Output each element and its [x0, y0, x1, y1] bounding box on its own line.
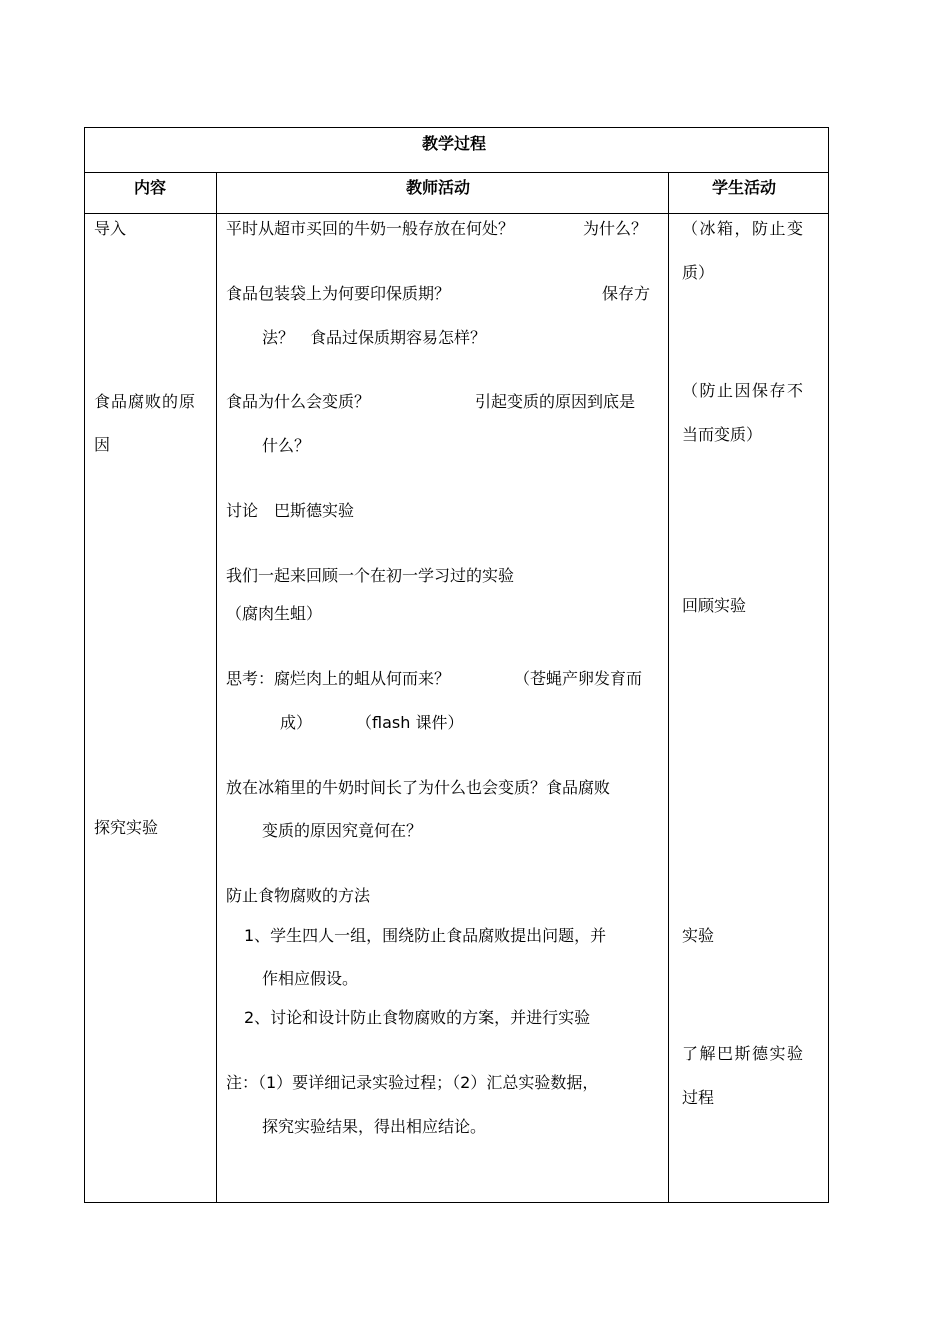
student-s1-a: （冰箱，防止变 [682, 219, 805, 238]
content-intro: 导入 [94, 219, 127, 238]
student-s2-b: 当而变质） [682, 425, 763, 444]
header-student: 学生活动 [712, 178, 777, 197]
teacher-think-b: （苍蝇产卵发育而 [514, 669, 643, 688]
student-s4: 实验 [682, 926, 715, 945]
content-explore: 探究实验 [94, 818, 159, 837]
teacher-review-b: （腐肉生蛆） [226, 604, 323, 623]
teacher-think-a: 思考：腐烂肉上的蛆从何而来？ [226, 669, 451, 688]
student-s1-b: 质） [682, 263, 715, 282]
teacher-note-b: 探究实验结果，得出相应结论。 [262, 1117, 487, 1136]
teacher-q3-c: 什么？ [262, 436, 311, 455]
teacher-q2-b: 保存方 [602, 284, 651, 303]
teacher-step1-a: 1、学生四人一组，围绕防止食品腐败提出问题，并 [244, 926, 607, 945]
teacher-milk-a: 放在冰箱里的牛奶时间长了为什么也会变质？食品腐败 [226, 778, 611, 797]
content-cause-line1: 食品腐败的原 [94, 392, 197, 411]
col-divider-1 [216, 172, 217, 1203]
teacher-step1-b: 作相应假设。 [262, 969, 359, 988]
row-divider-header [84, 213, 829, 214]
teacher-method: 防止食物腐败的方法 [226, 886, 371, 905]
student-s3: 回顾实验 [682, 596, 747, 615]
teacher-note-a: 注：（1）要详细记录实验过程；（2）汇总实验数据， [226, 1073, 599, 1092]
teacher-think-c: 成） [280, 713, 313, 732]
teacher-review-a: 我们一起来回顾一个在初一学习过的实验 [226, 566, 515, 585]
teacher-q2-c: 法？ 食品过保质期容易怎样？ [262, 328, 487, 347]
table-title: 教学过程 [422, 134, 487, 153]
teacher-q3-a: 食品为什么会变质？ [226, 392, 371, 411]
student-s2-a: （防止因保存不 [682, 381, 805, 400]
teacher-think-d: （flash 课件） [356, 713, 464, 732]
teacher-q3-b: 引起变质的原因到底是 [475, 392, 636, 411]
teacher-q1-b: 为什么？ [583, 219, 648, 238]
teacher-milk-b: 变质的原因究竟何在？ [262, 821, 423, 840]
teacher-discuss: 讨论 巴斯德实验 [226, 501, 355, 520]
teacher-q1-a: 平时从超市买回的牛奶一般存放在何处？ [226, 219, 515, 238]
header-teacher: 教师活动 [406, 178, 471, 197]
teacher-step2: 2、讨论和设计防止食物腐败的方案，并进行实验 [244, 1008, 591, 1027]
header-content: 内容 [134, 178, 167, 197]
student-s5-b: 过程 [682, 1088, 715, 1107]
teacher-q2-a: 食品包装袋上为何要印保质期？ [226, 284, 451, 303]
col-divider-2 [668, 172, 669, 1203]
lesson-table [84, 127, 829, 1203]
row-divider-title [84, 172, 829, 173]
content-cause-line2: 因 [94, 435, 111, 454]
student-s5-a: 了解巴斯德实验 [682, 1044, 805, 1063]
